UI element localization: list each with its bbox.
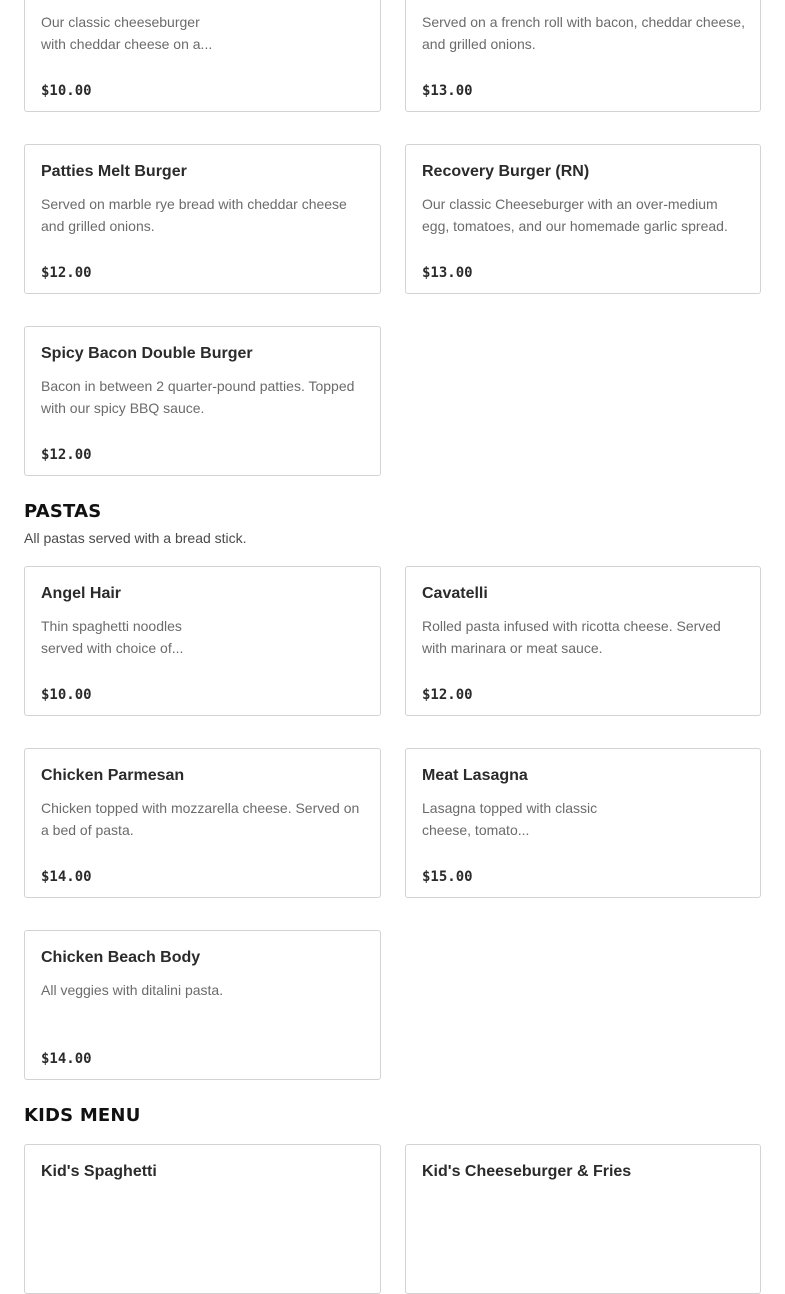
menu-item-name: Angel Hair	[41, 585, 122, 602]
menu-item-description: All veggies with ditalini pasta.	[41, 982, 224, 998]
menu-item-name: Patties Melt Burger	[41, 163, 187, 180]
menu-item-price: $10.00	[41, 83, 92, 99]
menu-item-description: Served on marble rye bread with cheddar cheese and grilled onions.	[41, 196, 347, 234]
menu-item-card[interactable]	[24, 566, 381, 716]
menu-item-card[interactable]	[405, 566, 761, 716]
menu-item-name: Recovery Burger (RN)	[422, 163, 590, 180]
menu-item-card[interactable]	[405, 144, 761, 294]
menu-item-card[interactable]	[24, 326, 381, 476]
menu-item-description: Thin spaghetti noodles served with choice of...	[41, 618, 184, 656]
menu-item-description: Rolled pasta infused with ricotta cheese. Served with marinara or meat sauce.	[422, 618, 721, 656]
menu-item-price: $12.00	[41, 447, 92, 463]
section-subtitle-pastas: All pastas served with a bread stick.	[24, 530, 247, 546]
section-title-pastas: PASTAS	[24, 501, 102, 522]
menu-item-description: Our classic Cheeseburger with an over-medium egg, tomatoes, and our homemade garlic spread.	[422, 196, 728, 234]
menu-item-price: $12.00	[41, 265, 92, 281]
menu-item-name: Kid's Cheeseburger & Fries	[422, 1163, 632, 1180]
menu-item-price: $15.00	[422, 869, 473, 885]
menu-item-name: Chicken Parmesan	[41, 767, 185, 784]
menu-item-description: Chicken topped with mozzarella cheese. Served on a bed of pasta.	[41, 800, 360, 838]
menu-item-name: Chicken Beach Body	[41, 949, 201, 966]
menu-item-name: Spicy Bacon Double Burger	[41, 345, 253, 362]
menu-item-price: $14.00	[41, 869, 92, 885]
menu-item-card[interactable]	[24, 0, 381, 112]
menu-item-card[interactable]	[24, 748, 381, 898]
menu-item-card[interactable]	[24, 1144, 381, 1294]
menu-item-description: Lasagna topped with classic cheese, tomato...	[422, 800, 598, 838]
menu-item-card[interactable]	[405, 1144, 761, 1294]
menu-item-price: $10.00	[41, 687, 92, 703]
menu-item-description: Our classic cheeseburger with cheddar cheese on a...	[41, 14, 213, 52]
menu-item-price: $13.00	[422, 83, 473, 99]
menu-item-name: Kid's Spaghetti	[41, 1163, 157, 1180]
menu-item-card[interactable]	[405, 748, 761, 898]
menu-item-description: Bacon in between 2 quarter-pound patties. Topped with our spicy BBQ sauce.	[41, 378, 355, 416]
menu-item-card[interactable]	[405, 0, 761, 112]
menu-item-card[interactable]	[24, 144, 381, 294]
menu-item-name: Cavatelli	[422, 585, 488, 602]
menu-item-price: $14.00	[41, 1051, 92, 1067]
section-title-kids-menu: KIDS MENU	[24, 1105, 141, 1126]
menu-item-price: $13.00	[422, 265, 473, 281]
menu-item-name: Meat Lasagna	[422, 767, 528, 784]
menu-item-card[interactable]	[24, 930, 381, 1080]
menu-item-price: $12.00	[422, 687, 473, 703]
menu-item-description: Served on a french roll with bacon, cheddar cheese, and grilled onions.	[422, 14, 745, 52]
